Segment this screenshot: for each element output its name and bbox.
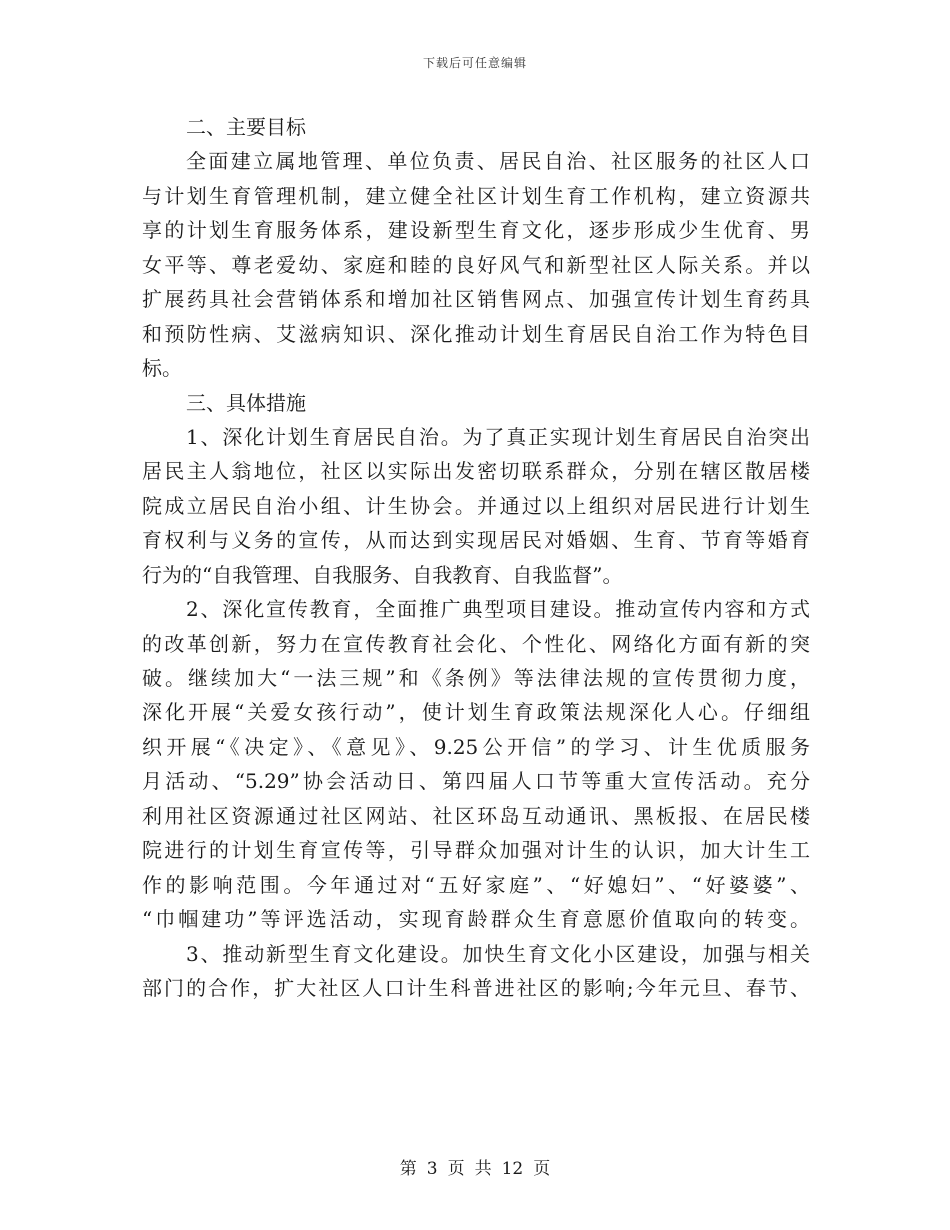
text-line: 标。 [142, 356, 182, 381]
footer-total-pages: 12 [501, 1159, 524, 1179]
text-line: 1、深化计划生育居民自治。为了真正实现计划生育居民自治突出 [186, 424, 810, 449]
text-line: 扩展药具社会营销体系和增加社区销售网点、加强宣传计划生育药具 [142, 287, 810, 312]
footer-label-suffix: 页 [533, 1159, 551, 1179]
footer-label-prefix: 第 [399, 1159, 417, 1179]
text-line: 育权利与义务的宣传，从而达到实现居民对婚姻、生育、节育等婚育 [142, 528, 810, 553]
text-line: 院进行的计划生育宣传等，引导群众加强对计生的认识，加大计生工 [142, 838, 810, 863]
text-line: 3、推动新型生育文化建设。加快生育文化小区建设，加强与相关 [186, 941, 810, 966]
text-line: 二、主要目标 [186, 115, 306, 139]
text-line: 行为的“自我管理、自我服务、自我教育、自我监督”。 [142, 562, 623, 587]
text-line: 居民主人翁地位，社区以实际出发密切联系群众，分别在辖区散居楼 [142, 459, 810, 484]
text-line: 三、具体措施 [186, 390, 306, 415]
text-line: 部门的合作，扩大社区人口计生科普进社区的影响;今年元旦、春节、 [142, 975, 810, 1000]
text-line: 和预防性病、艾滋病知识、深化推动计划生育居民自治工作为特色目 [142, 321, 810, 346]
text-line: 享的计划生育服务体系，建设新型生育文化，逐步形成少生优育、男 [142, 218, 810, 243]
text-line: 院成立居民自治小组、计生协会。并通过以上组织对居民进行计划生 [142, 493, 810, 518]
document-body [142, 110, 810, 1005]
text-line: 利用社区资源通过社区网站、社区环岛互动通讯、黑板报、在居民楼 [142, 803, 810, 828]
text-line: 2、深化宣传教育，全面推广典型项目建设。推动宣传内容和方式 [186, 597, 810, 622]
text-line: 与计划生育管理机制，建立健全社区计划生育工作机构，建立资源共 [142, 183, 810, 208]
text-line: 女平等、尊老爱幼、家庭和睦的良好风气和新型社区人际关系。并以 [142, 252, 810, 277]
footer-current-page: 3 [426, 1159, 438, 1179]
text-line: 的改革创新，努力在宣传教育社会化、个性化、网络化方面有新的突 [142, 631, 810, 656]
text-line: 破。继续加大“一法三规”和《条例》等法律法规的宣传贯彻力度， [142, 666, 810, 690]
text-line: 作的影响范围。今年通过对“五好家庭”、“好媳妇”、“好婆婆”、 [142, 872, 810, 897]
page-footer [0, 1154, 950, 1179]
text-line: “巾帼建功”等评选活动，实现育龄群众生育意愿价值取向的转变。 [142, 907, 810, 932]
text-line: 织开展“《决定》、《意见》、9.25公开信”的学习、计生优质服务 [142, 734, 810, 759]
text-line: 月活动、“5.29”协会活动日、第四届人口节等重大宣传活动。充分 [142, 769, 810, 794]
footer-label-page: 页 [447, 1159, 465, 1179]
footer-label-total: 共 [474, 1159, 492, 1179]
text-line: 全面建立属地管理、单位负责、居民自治、社区服务的社区人口 [186, 149, 810, 174]
text-line: 深化开展“关爱女孩行动”，使计划生育政策法规深化人心。仔细组 [142, 700, 810, 725]
header-note: 下载后可任意编辑 [422, 56, 527, 70]
